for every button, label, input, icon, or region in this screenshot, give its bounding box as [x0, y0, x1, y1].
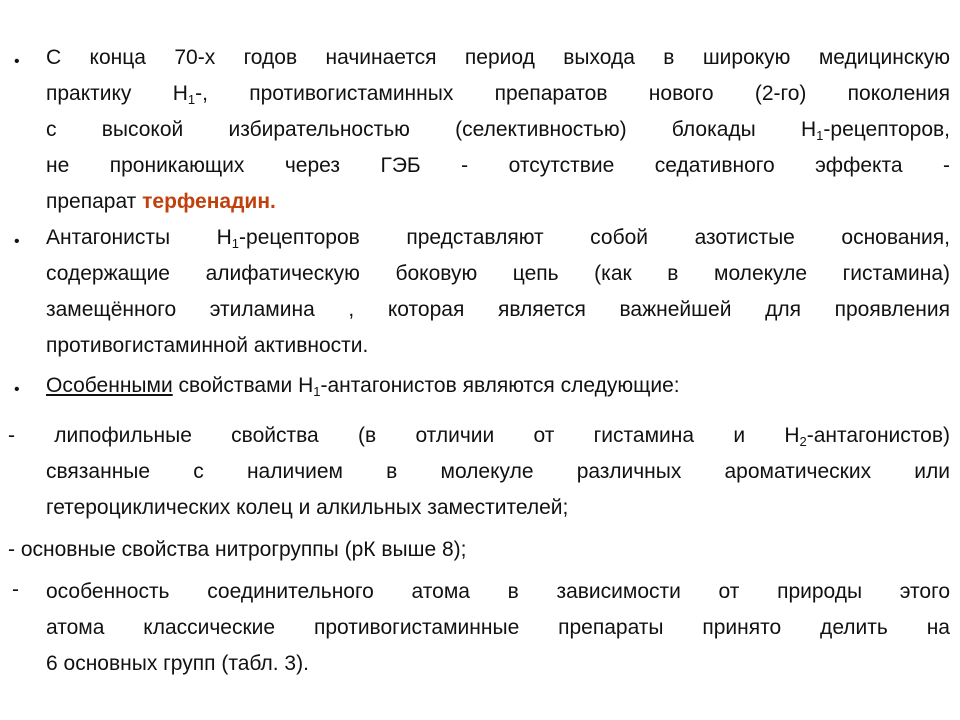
text-line	[8, 418, 950, 454]
text-line	[46, 368, 950, 404]
text: -рецепторов,	[823, 118, 950, 141]
subscript: 1	[231, 236, 240, 251]
text-line	[46, 256, 950, 292]
text: -	[12, 578, 19, 601]
bullet-marker	[14, 42, 20, 80]
bullet-marker	[14, 370, 20, 408]
text-line	[46, 292, 950, 328]
text: свойствами Н	[172, 374, 314, 397]
text: -, противогистаминных препаратов нового (2-го) поколения	[195, 82, 950, 105]
bullet-dot-icon: •	[14, 53, 20, 70]
paragraph-properties	[46, 368, 950, 404]
bullet-dot-icon: •	[14, 233, 20, 250]
text-line	[46, 610, 950, 646]
text-line	[46, 646, 950, 682]
text-line	[46, 490, 950, 526]
text: не проникающих через ГЭБ - отсутствие седативного эффекта -	[46, 154, 950, 177]
text: содержащие алифатическую боковую цепь (как в молекуле гистамина)	[46, 262, 950, 285]
text-line	[46, 574, 950, 610]
text: связанные с наличием в молекуле различных ароматических или	[46, 460, 950, 483]
item-lipophilic-cont	[46, 454, 950, 526]
text-line	[46, 220, 950, 256]
dash-marker	[12, 572, 19, 608]
text-line	[46, 454, 950, 490]
text: -антагонистов)	[806, 424, 950, 447]
paragraph-second-generation	[46, 40, 950, 220]
text: -рецепторов представляют собой азотистые основания,	[239, 226, 950, 249]
text: -антагонистов являются следующие:	[320, 374, 680, 397]
text: - основные свойства нитрогруппы (рК выше 8);	[8, 538, 467, 561]
text: с высокой избирательностью (селективностью) блокады Н	[46, 118, 817, 141]
text: 6 основных групп (табл. 3).	[46, 652, 309, 675]
text: - липофильные свойства (в отличии от гистамина и Н	[8, 424, 800, 447]
subscript: 1	[816, 128, 824, 143]
text: препарат	[46, 190, 143, 213]
bullet-dot-icon: •	[14, 381, 20, 398]
text: особенность соединительного атома в зависимости от природы этого	[46, 580, 950, 603]
text: С конца 70-х годов начинается период выхода в широкую медицинскую	[46, 46, 950, 69]
text: замещённого этиламина , которая является важнейшей для проявления	[46, 298, 950, 321]
subscript: 2	[799, 434, 807, 449]
underlined-word: Особенными	[46, 374, 173, 397]
text-line	[46, 184, 950, 220]
item-connecting-atom	[46, 574, 950, 682]
text-line	[46, 112, 950, 148]
text-line	[46, 328, 950, 364]
paragraph-antagonists	[46, 220, 950, 364]
text: атома классические противогистаминные препараты принято делить на	[46, 616, 950, 639]
text: Антагонисты Н	[46, 226, 232, 249]
bullet-marker	[14, 222, 20, 260]
text: гетероциклических колец и алкильных заместителей;	[46, 496, 569, 519]
text: практику Н	[46, 82, 188, 105]
subscript: 1	[313, 384, 321, 399]
item-nitro-group	[8, 532, 950, 568]
text: противогистаминной активности.	[46, 334, 369, 357]
drug-name-highlight: терфенадин.	[142, 190, 276, 213]
text-line	[46, 148, 950, 184]
text-line	[8, 532, 950, 568]
text-line	[46, 40, 950, 76]
item-lipophilic	[8, 418, 950, 454]
text-line	[46, 76, 950, 112]
subscript: 1	[187, 92, 196, 107]
